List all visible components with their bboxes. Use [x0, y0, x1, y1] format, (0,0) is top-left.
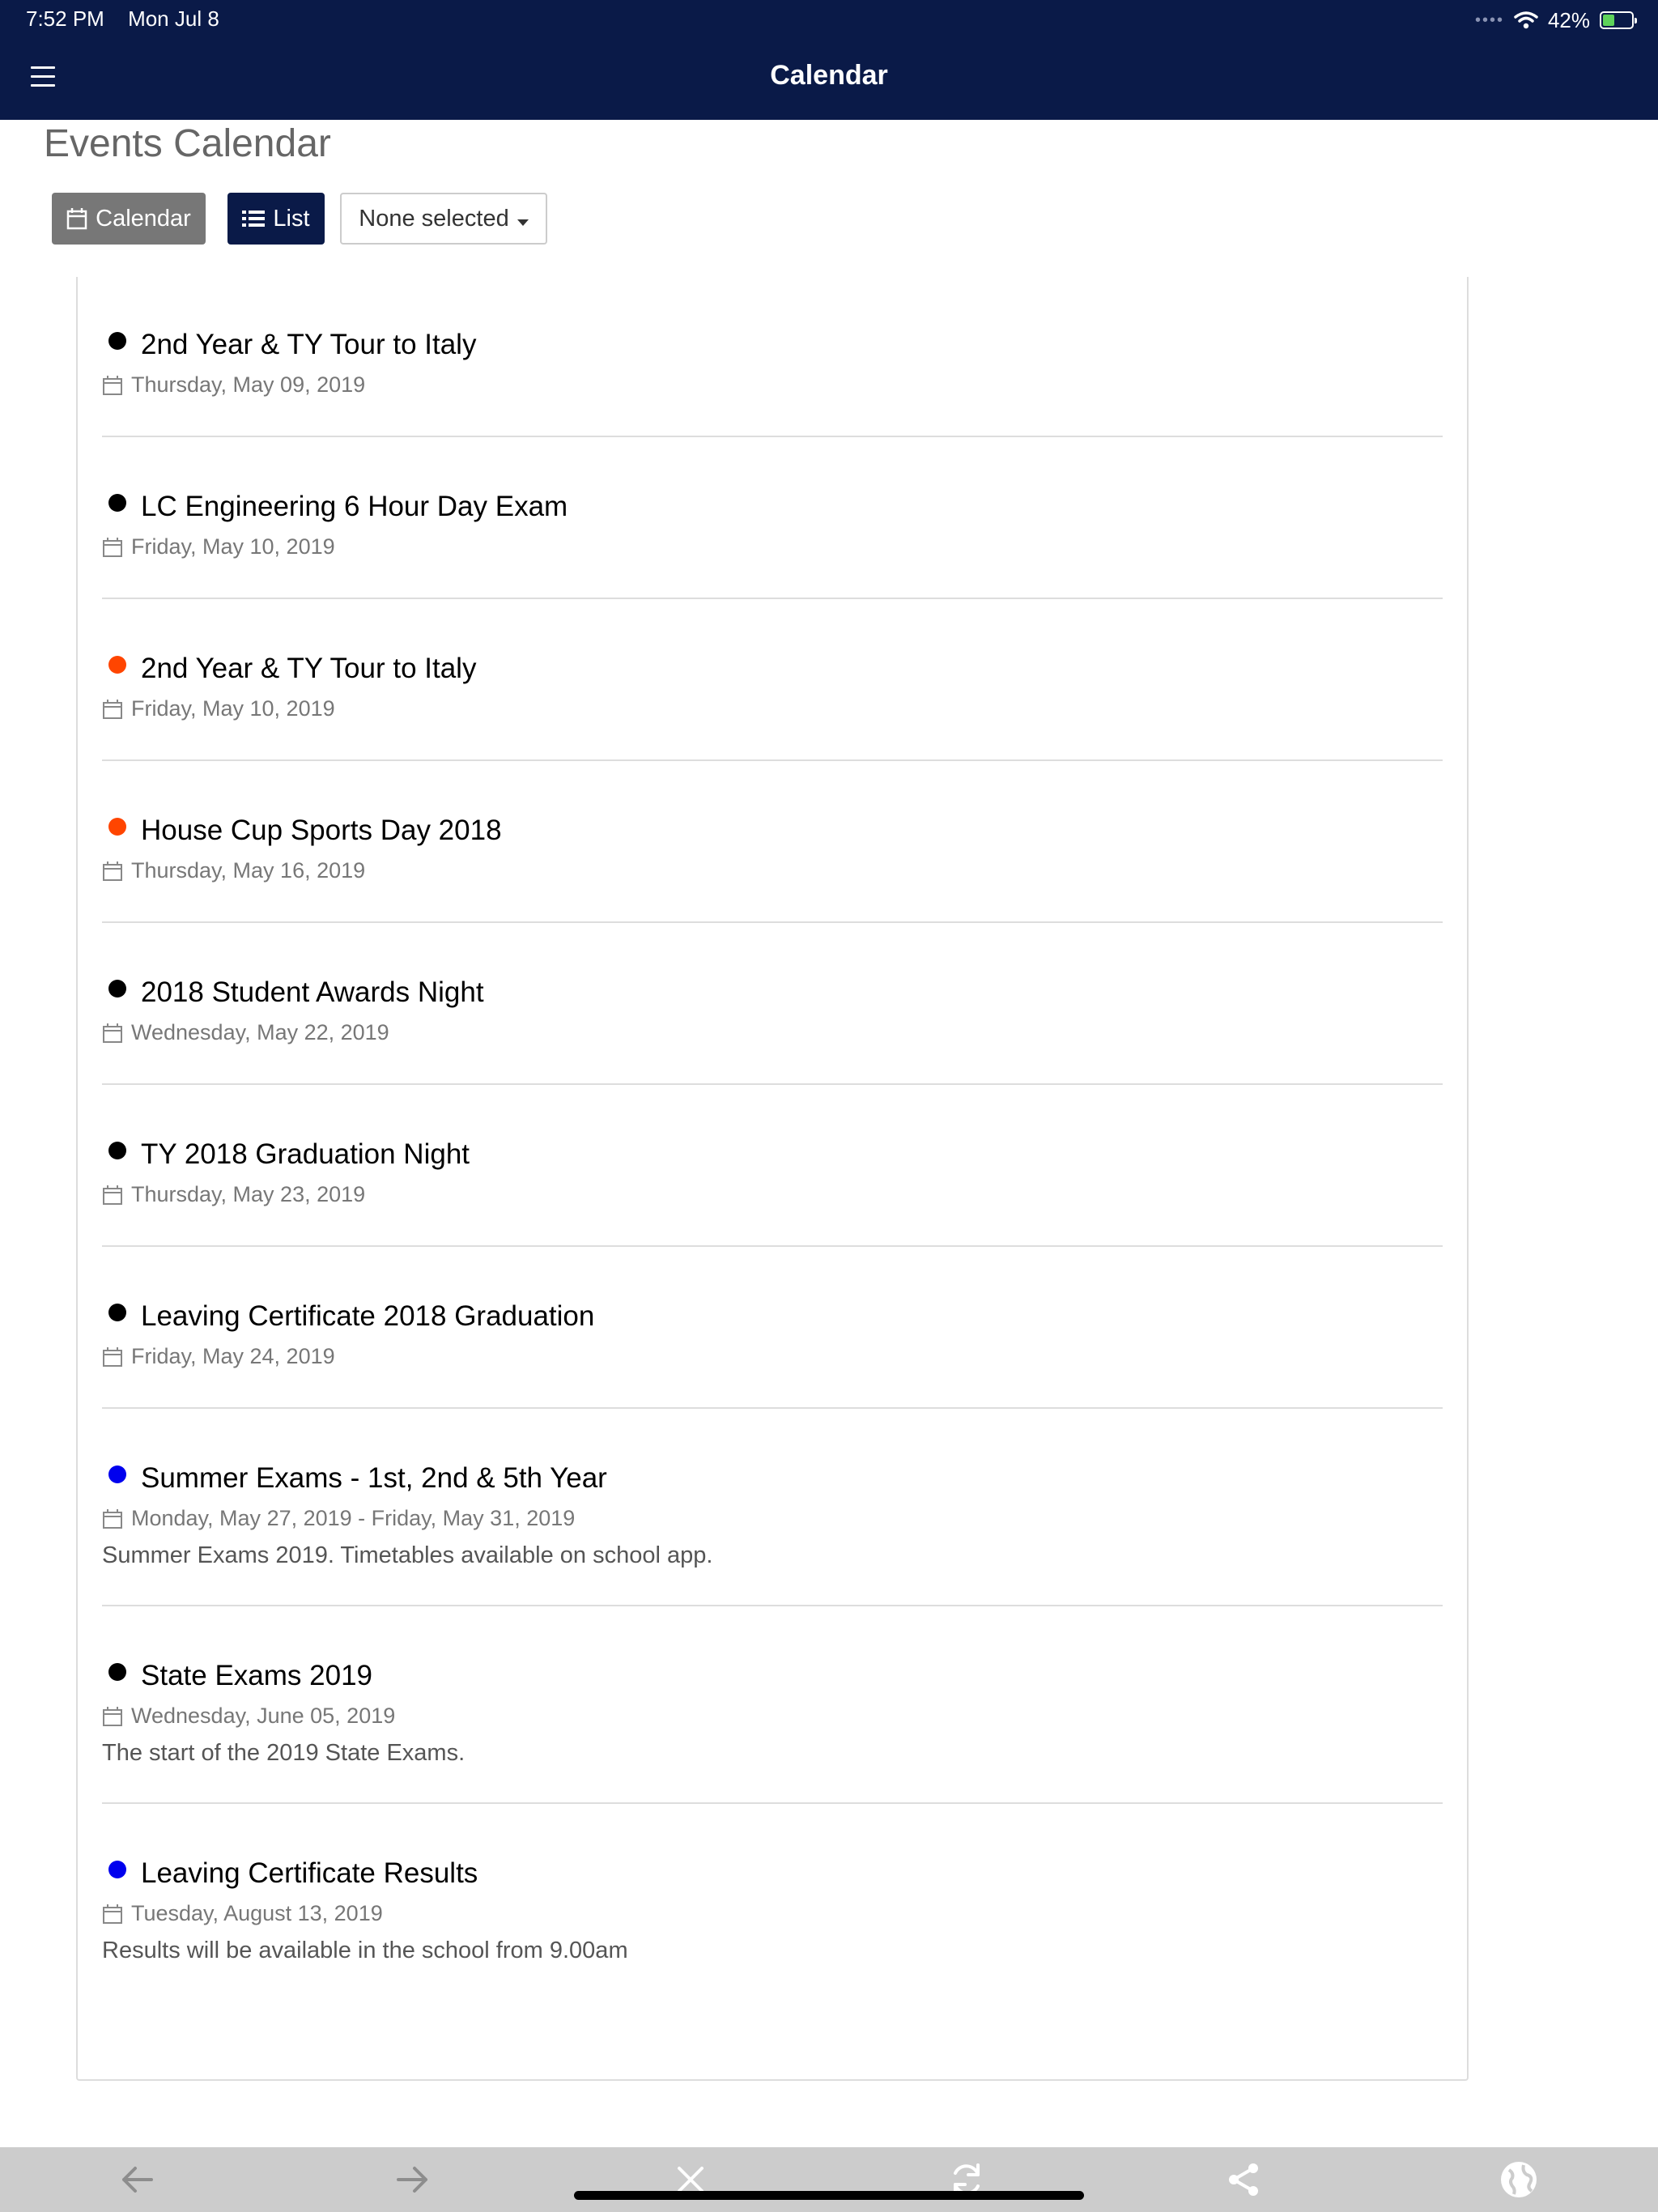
list-view-label: List	[273, 205, 310, 232]
event-divider	[102, 1802, 1443, 1804]
event-item[interactable]	[102, 975, 1443, 1045]
event-divider	[102, 598, 1443, 599]
event-description: Results will be available in the school from 9.00am	[102, 1938, 628, 1963]
event-title[interactable]: Leaving Certificate Results	[141, 1857, 478, 1889]
status-date: Mon Jul 8	[128, 6, 219, 31]
event-date-row	[102, 1182, 1443, 1207]
event-date: Friday, May 10, 2019	[131, 534, 335, 559]
event-date: Thursday, May 23, 2019	[131, 1182, 366, 1206]
event-title[interactable]: State Exams 2019	[141, 1660, 372, 1691]
event-title[interactable]: Summer Exams - 1st, 2nd & 5th Year	[141, 1462, 607, 1494]
event-item[interactable]	[102, 489, 1443, 559]
event-date: Wednesday, June 05, 2019	[131, 1704, 396, 1728]
event-list	[76, 277, 1469, 2081]
page-title: Events Calendar	[44, 122, 331, 165]
calendar-icon	[102, 1508, 123, 1529]
event-title-row	[102, 975, 1443, 1010]
event-date: Friday, May 10, 2019	[131, 696, 335, 721]
caret-down-icon	[517, 219, 529, 226]
event-item[interactable]	[102, 651, 1443, 721]
event-category-dot	[108, 494, 126, 512]
event-item[interactable]	[102, 327, 1443, 398]
home-indicator	[574, 2191, 1084, 2200]
category-filter-dropdown[interactable]	[340, 193, 547, 245]
arrow-right-icon[interactable]	[392, 2159, 434, 2201]
event-item[interactable]	[102, 1856, 1443, 1964]
event-divider	[102, 1605, 1443, 1606]
event-date: Tuesday, August 13, 2019	[131, 1901, 383, 1925]
calendar-icon	[66, 207, 87, 230]
share-icon[interactable]	[1222, 2159, 1265, 2201]
event-title[interactable]: 2nd Year & TY Tour to Italy	[141, 653, 477, 684]
battery-level	[1603, 15, 1614, 26]
browser-toolbar	[0, 2147, 1658, 2212]
event-title[interactable]: 2018 Student Awards Night	[141, 976, 484, 1008]
event-item[interactable]	[102, 813, 1443, 883]
list-icon	[242, 209, 265, 228]
event-category-dot	[108, 656, 126, 674]
calendar-icon	[102, 375, 123, 396]
calendar-icon	[102, 1023, 123, 1044]
globe-icon[interactable]	[1498, 2159, 1540, 2201]
list-view-button[interactable]	[227, 193, 325, 245]
event-title-row	[102, 327, 1443, 363]
event-item[interactable]	[102, 1299, 1443, 1369]
event-date-row	[102, 1020, 1443, 1045]
event-description: Summer Exams 2019. Timetables available on school app.	[102, 1542, 713, 1568]
event-title-row	[102, 1658, 1443, 1694]
event-date-row	[102, 1506, 1443, 1531]
event-category-dot	[108, 1304, 126, 1321]
event-date-row	[102, 696, 1443, 721]
event-title[interactable]: Leaving Certificate 2018 Graduation	[141, 1300, 595, 1332]
battery-percentage: 42%	[1547, 7, 1590, 32]
event-title[interactable]: 2nd Year & TY Tour to Italy	[141, 329, 477, 360]
status-bar-left	[26, 6, 237, 32]
event-divider	[102, 921, 1443, 923]
battery-icon	[1600, 11, 1634, 29]
event-date-row	[102, 1704, 1443, 1729]
event-date-row	[102, 1901, 1443, 1926]
event-date: Monday, May 27, 2019 - Friday, May 31, 2019	[131, 1506, 576, 1530]
event-title-row	[102, 1856, 1443, 1891]
event-item[interactable]	[102, 1137, 1443, 1207]
app-title: Calendar	[770, 60, 888, 91]
event-title[interactable]: TY 2018 Graduation Night	[141, 1138, 470, 1170]
event-date-row	[102, 858, 1443, 883]
top-bar	[0, 0, 1658, 120]
event-title-row	[102, 489, 1443, 525]
event-description: The start of the 2019 State Exams.	[102, 1740, 466, 1766]
event-date: Wednesday, May 22, 2019	[131, 1020, 389, 1044]
event-divider	[102, 1407, 1443, 1409]
arrow-left-icon[interactable]	[116, 2159, 158, 2201]
event-divider	[102, 436, 1443, 437]
calendar-icon	[102, 1904, 123, 1925]
calendar-icon	[102, 1185, 123, 1206]
event-date: Thursday, May 16, 2019	[131, 858, 366, 883]
event-title-row	[102, 1299, 1443, 1334]
event-date: Friday, May 24, 2019	[131, 1344, 335, 1368]
event-title[interactable]: LC Engineering 6 Hour Day Exam	[141, 491, 568, 522]
calendar-view-label: Calendar	[96, 205, 191, 232]
event-item[interactable]	[102, 1658, 1443, 1767]
event-category-dot	[108, 1142, 126, 1159]
event-title-row	[102, 813, 1443, 849]
status-time: 7:52 PM	[26, 6, 104, 31]
event-title-row	[102, 1137, 1443, 1172]
category-filter-value: None selected	[359, 205, 509, 232]
event-title-row	[102, 1461, 1443, 1496]
event-category-dot	[108, 818, 126, 836]
event-category-dot	[108, 1861, 126, 1878]
calendar-icon	[102, 1706, 123, 1727]
event-title-row	[102, 651, 1443, 687]
event-category-dot	[108, 1663, 126, 1681]
event-category-dot	[108, 1465, 126, 1483]
calendar-icon	[102, 1346, 123, 1368]
event-divider	[102, 1083, 1443, 1085]
wifi-icon	[1514, 11, 1538, 30]
status-bar-right	[1475, 6, 1634, 34]
event-divider	[102, 1245, 1443, 1247]
calendar-icon	[102, 537, 123, 558]
event-divider	[102, 759, 1443, 761]
event-category-dot	[108, 980, 126, 998]
event-date-row	[102, 1344, 1443, 1369]
event-title[interactable]: House Cup Sports Day 2018	[141, 815, 502, 846]
event-category-dot	[108, 332, 126, 350]
event-item[interactable]	[102, 1461, 1443, 1569]
event-date: Thursday, May 09, 2019	[131, 372, 366, 397]
cellular-signal-icon: ••••	[1474, 11, 1504, 29]
event-date-row	[102, 372, 1443, 398]
calendar-icon	[102, 699, 123, 720]
event-date-row	[102, 534, 1443, 559]
calendar-icon	[102, 861, 123, 882]
calendar-view-button[interactable]	[52, 193, 206, 245]
